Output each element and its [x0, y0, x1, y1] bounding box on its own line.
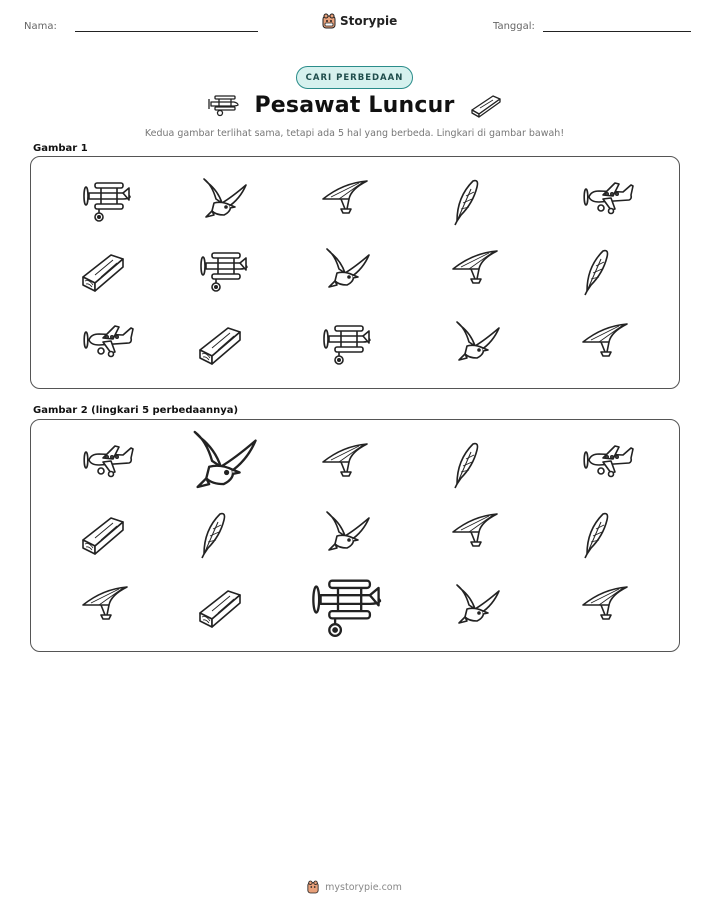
eagle-icon[interactable] [186, 429, 264, 499]
hang-glider-icon[interactable] [581, 583, 635, 631]
date-label: Tanggal: [493, 21, 535, 32]
biplane-icon [206, 92, 240, 118]
propeller-plane-icon[interactable] [581, 440, 635, 488]
hang-glider-icon[interactable] [81, 583, 135, 631]
feather-icon[interactable] [451, 440, 505, 488]
propeller-plane-icon [81, 320, 135, 368]
hang-glider-icon[interactable] [451, 510, 505, 558]
eagle-icon [198, 177, 252, 225]
date-field[interactable] [493, 20, 691, 32]
hang-glider-icon [451, 247, 505, 295]
activity-badge: CARI PERBEDAAN [296, 66, 413, 89]
instructions: Kedua gambar terlihat sama, tetapi ada 5 hal yang berbeda. Lingkari di gambar bawah! [144, 128, 565, 139]
footer-site: mystorypie.com [325, 881, 402, 893]
picture1-label: Gambar 1 [33, 143, 88, 154]
wood-block-icon [469, 92, 503, 118]
biplane-icon [81, 177, 135, 225]
eagle-icon [451, 320, 505, 368]
eagle-icon[interactable] [321, 510, 375, 558]
eagle-icon [321, 247, 375, 295]
title-row [0, 92, 709, 118]
eagle-icon[interactable] [451, 583, 505, 631]
brand-logo [322, 13, 397, 29]
date-line[interactable] [543, 20, 691, 32]
name-line[interactable] [75, 20, 258, 32]
propeller-plane-icon[interactable] [81, 440, 135, 488]
picture2-panel[interactable] [30, 419, 680, 652]
wood-block-icon[interactable] [198, 583, 252, 631]
name-label: Nama: [24, 21, 57, 32]
picture2-label: Gambar 2 (lingkari 5 perbedaannya) [33, 405, 239, 416]
feather-icon[interactable] [581, 510, 635, 558]
hang-glider-icon [321, 177, 375, 225]
wood-block-icon [81, 247, 135, 295]
page-title: Pesawat Luncur [254, 92, 455, 118]
wood-block-icon[interactable] [81, 510, 135, 558]
propeller-plane-icon [581, 177, 635, 225]
hang-glider-icon [581, 320, 635, 368]
brand-name: Storypie [340, 14, 398, 28]
biplane-icon [321, 320, 375, 368]
name-field[interactable] [24, 20, 258, 32]
storypie-logo-icon [322, 13, 336, 29]
hang-glider-icon[interactable] [321, 440, 375, 488]
wood-block-icon [198, 320, 252, 368]
biplane-icon [198, 247, 252, 295]
feather-icon [581, 247, 635, 295]
storypie-logo-icon [307, 880, 319, 894]
feather-icon [451, 177, 505, 225]
footer [0, 880, 709, 894]
biplane-icon[interactable] [309, 572, 387, 642]
feather-icon[interactable] [198, 510, 252, 558]
picture1-panel [30, 156, 680, 389]
